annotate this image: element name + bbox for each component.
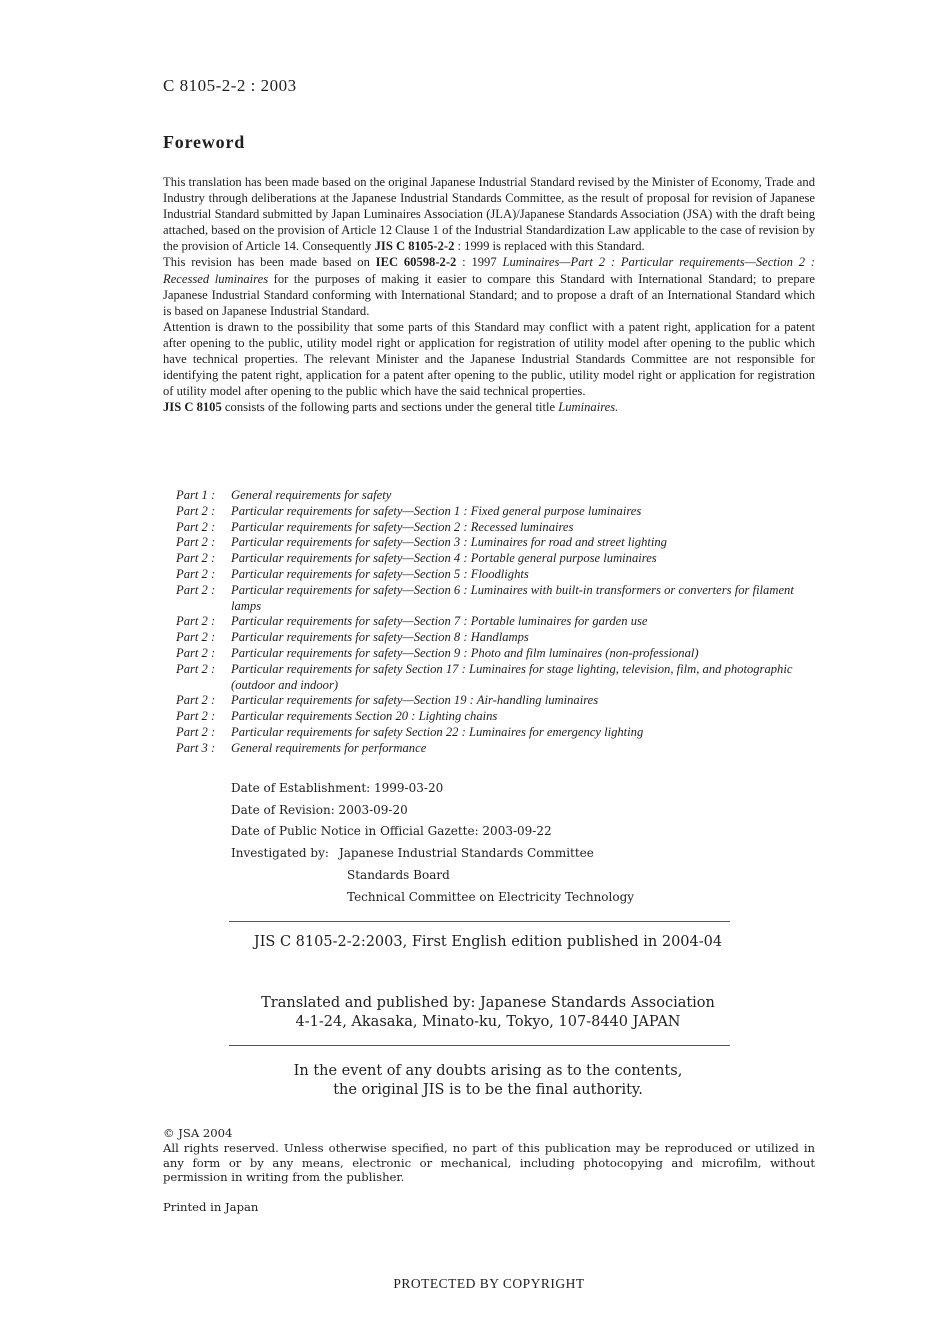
part-label: Part 3 : bbox=[176, 740, 216, 755]
part-item bbox=[176, 551, 816, 567]
part-label: Part 2 : bbox=[176, 645, 216, 660]
publisher-line: Translated and published by: Japanese Standards Association bbox=[261, 995, 715, 1011]
part-item bbox=[176, 693, 816, 709]
date-revision: Date of Revision: 2003-09-20 bbox=[231, 802, 408, 817]
part-label: Part 2 : bbox=[176, 693, 216, 708]
investigated-committee: Japanese Industrial Standards Committee bbox=[338, 846, 594, 861]
part-item bbox=[176, 741, 816, 757]
part-title: Particular requirements for safety—Section 6 : Luminaires with built-in transformers or converters for filament lamps bbox=[231, 582, 794, 613]
part-label: Part 2 : bbox=[176, 582, 216, 597]
dates-block bbox=[231, 778, 634, 908]
part-item bbox=[176, 520, 816, 536]
p4-standard-ref: JIS C 8105 bbox=[163, 400, 222, 415]
printed-in: Printed in Japan bbox=[163, 1200, 259, 1214]
part-title: Particular requirements for safety Section 22 : Luminaires for emergency lighting bbox=[231, 724, 644, 739]
p2-tail: for the purposes of making it easier to compare this Standard with International Standard; to prepare Japanese Industrial Standard conforming with International Standard; and to propose a draft of an International Standard which is based on Japanese Industrial Standard. bbox=[163, 271, 815, 318]
part-title: General requirements for performance bbox=[231, 740, 427, 755]
p4-general-title: Luminaires. bbox=[558, 400, 619, 415]
authority-line-2: the original JIS is to be the final authority. bbox=[333, 1082, 643, 1098]
investigated-label: Investigated by: bbox=[231, 846, 329, 861]
part-title: Particular requirements for safety—Section 9 : Photo and film luminaires (non-professional) bbox=[231, 645, 699, 660]
p2-text: This revision has been made based on bbox=[163, 255, 376, 270]
part-label: Part 2 : bbox=[176, 709, 216, 724]
divider-bottom bbox=[229, 1045, 730, 1046]
part-item bbox=[176, 567, 816, 583]
paragraph-translation bbox=[163, 174, 815, 254]
part-title: Particular requirements for safety—Section 5 : Floodlights bbox=[231, 566, 529, 581]
part-label: Part 2 : bbox=[176, 566, 216, 581]
part-label: Part 2 : bbox=[176, 724, 216, 739]
p1-text: This translation has been made based on the original Japanese Industrial Standard revised by the Minister of Economy, Trade and Industry through deliberations at the Japanese Industrial Standards Committee, as the result of proposal for revision of Japanese Industrial Standard submitted by Japan Luminaires Association (JLA)/Japanese Standards Association (JSA) with the draft being attached, based on the provision of Article 12 Clause 1 of the Industrial Standardization Law applicable to the case of revision by the provision of Article 14. Consequently bbox=[163, 175, 815, 254]
part-item bbox=[176, 662, 816, 694]
paragraph-parts-intro bbox=[163, 399, 815, 415]
investigated-board: Standards Board bbox=[347, 867, 450, 882]
foreword-body bbox=[163, 174, 815, 415]
date-establishment: Date of Establishment: 1999-03-20 bbox=[231, 781, 444, 795]
part-item bbox=[176, 504, 816, 520]
part-label: Part 1 : bbox=[176, 488, 216, 502]
part-title: Particular requirements for safety—Section 4 : Portable general purpose luminaires bbox=[231, 551, 657, 566]
part-label: Part 2 : bbox=[176, 661, 216, 676]
part-title: Particular requirements for safety Section 17 : Luminaires for stage lighting, television, film, and photographic (outdoor and indoor) bbox=[231, 661, 793, 692]
p2-iec-title: Luminaires—Part 2 : Particular requirements—Section 2 : Recessed luminaires bbox=[163, 255, 815, 286]
investigated-technical-committee: Technical Committee on Electricity Technology bbox=[347, 889, 635, 904]
p2-year: : 1997 bbox=[456, 255, 503, 270]
part-title: Particular requirements for safety—Section 19 : Air-handling luminaires bbox=[231, 693, 599, 708]
parts-list bbox=[176, 488, 816, 757]
authority-line-1: In the event of any doubts arising as to the contents, bbox=[293, 1063, 683, 1079]
paragraph-patent: Attention is drawn to the possibility that some parts of this Standard may conflict with a patent right, application for a patent after opening to the public, utility model right or application for registration of utility model after opening to the public which have technical properties. The relevant Minister and the Japanese Industrial Standards Committee are not responsible for identifying the patent right, application for a patent after opening to the public, utility model right or application for registration of utility model after opening to the public which have the said technical properties. bbox=[163, 319, 815, 399]
part-label: Part 2 : bbox=[176, 535, 216, 550]
part-title: Particular requirements Section 20 : Lighting chains bbox=[231, 709, 498, 724]
part-title: Particular requirements for safety—Section 2 : Recessed luminaires bbox=[231, 519, 574, 534]
part-item bbox=[176, 488, 816, 504]
p1-tail: : 1999 is replaced with this Standard. bbox=[454, 239, 645, 254]
part-title: Particular requirements for safety—Section 3 : Luminaires for road and street lighting bbox=[231, 535, 667, 550]
document-id: C 8105-2-2 : 2003 bbox=[163, 76, 297, 95]
part-label: Part 2 : bbox=[176, 614, 216, 629]
part-item bbox=[176, 709, 816, 725]
investigated-row bbox=[231, 843, 634, 865]
publisher-block bbox=[163, 994, 813, 1032]
part-title: Particular requirements for safety—Section 7 : Portable luminaires for garden use bbox=[231, 614, 648, 629]
p2-iec-ref: IEC 60598-2-2 bbox=[375, 255, 457, 270]
part-label: Part 2 : bbox=[176, 551, 216, 566]
copyright-mark: © JSA 2004 bbox=[163, 1126, 233, 1140]
protected-footer: PROTECTED BY COPYRIGHT bbox=[393, 1276, 585, 1291]
part-label: Part 2 : bbox=[176, 503, 216, 518]
part-item bbox=[176, 646, 816, 662]
p4-text: consists of the following parts and sections under the general title bbox=[221, 400, 559, 415]
p1-standard-ref: JIS C 8105-2-2 bbox=[374, 239, 455, 254]
part-title: Particular requirements for safety—Section 8 : Handlamps bbox=[231, 630, 529, 645]
divider-top bbox=[229, 921, 730, 922]
part-item bbox=[176, 614, 816, 630]
part-title: Particular requirements for safety—Section 1 : Fixed general purpose luminaires bbox=[231, 503, 642, 518]
part-label: Part 2 : bbox=[176, 630, 216, 645]
part-item bbox=[176, 725, 816, 741]
edition-line: JIS C 8105-2-2:2003, First English edition published in 2004-04 bbox=[253, 934, 723, 950]
date-public-notice: Date of Public Notice in Official Gazette: 2003-09-22 bbox=[231, 824, 552, 839]
part-title: General requirements for safety bbox=[231, 488, 392, 502]
publisher-address: 4-1-24, Akasaka, Minato-ku, Tokyo, 107-8440 JAPAN bbox=[295, 1014, 681, 1030]
rights-statement: All rights reserved. Unless otherwise specified, no part of this publication may be reproduced or utilized in any form or by any means, electronic or mechanical, including photocopying and microfilm, without permission in writing from the publisher. bbox=[163, 1140, 815, 1185]
part-item bbox=[176, 535, 816, 551]
authority-notice bbox=[163, 1062, 813, 1100]
part-item bbox=[176, 630, 816, 646]
foreword-heading: Foreword bbox=[163, 132, 246, 152]
copyright-block bbox=[163, 1126, 815, 1185]
part-label: Part 2 : bbox=[176, 519, 216, 534]
paragraph-revision bbox=[163, 254, 815, 318]
part-item bbox=[176, 583, 816, 615]
